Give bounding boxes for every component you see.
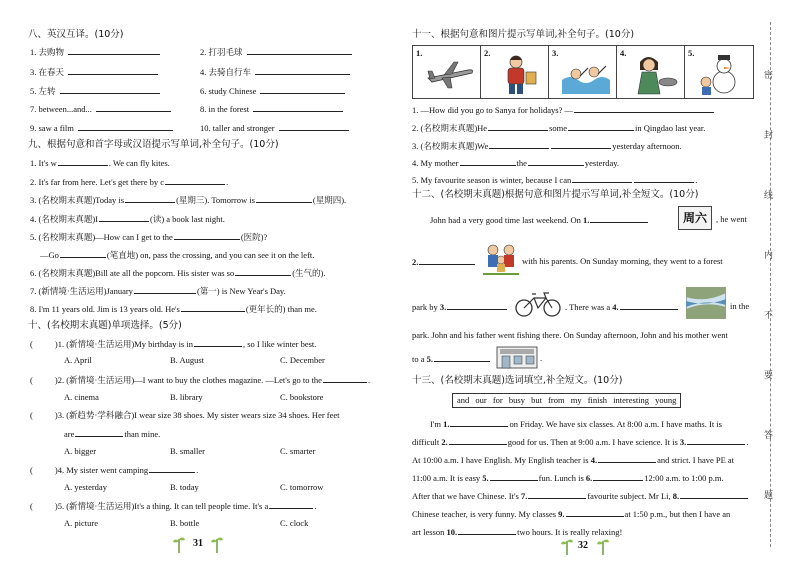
s11-q5: 5. My favourite season is winter, because I can . <box>412 175 698 185</box>
s12-line-5b: . <box>540 353 543 363</box>
s9-q3: 3. (名校期末真题)Today is (星期三). Tomorrow is (星期四). <box>30 195 347 205</box>
s10-q3-option[interactable]: C. smarter <box>280 446 316 456</box>
s13-row-1: I'm 1. on Friday. We have six classes. At 8:00 a.m. I have maths. It is <box>430 419 722 429</box>
word-bank: and our for busy but from my finish interesting young <box>452 393 681 408</box>
s10-q1-option[interactable]: B. August <box>170 355 205 365</box>
s10-q2-option[interactable]: A. cinema <box>64 392 99 402</box>
family-picnic-picture <box>483 240 519 276</box>
binding-caption: 内 <box>764 251 774 261</box>
s8-item: 3. 在春天 <box>30 66 159 78</box>
s10-q2-option[interactable]: C. bookstore <box>280 392 324 402</box>
s10-q5-option[interactable]: B. bottle <box>170 518 200 528</box>
s9-q6: 6. (名校期末真题)Bill ate all the popcorn. His sister was so (生气的). <box>30 268 326 278</box>
plant-decoration-icon <box>560 535 574 555</box>
s12-line-3b: . There was a 4. <box>565 301 679 313</box>
s13-row-6: Chinese teacher, is very funny. My classes 9. at 1:50 p.m., but then I have an <box>412 509 731 519</box>
plant-decoration-icon <box>596 535 610 555</box>
s8-item: 2. 打羽毛球 <box>200 46 353 58</box>
s8-item: 4. 去骑自行车 <box>200 66 351 78</box>
pic-number: 2. <box>484 48 491 58</box>
section-12-heading: 十二、(名校期末真题)根据句意和图片提示写单词,补全短文。(10分) <box>412 189 699 200</box>
bookstore-picture <box>496 343 538 369</box>
s13-row-3: At 10:00 a.m. I have English. My English teacher is 4. and strict. I have PE at <box>412 455 735 465</box>
s9-q2: 2. It's far from here. Let's get there by c . <box>30 177 229 187</box>
s13-row-5: After that we have Chinese. It's 7. favourite subject. Mr Li, 8. <box>412 490 749 502</box>
swimming-picture <box>560 54 612 94</box>
person-shopping-picture <box>494 52 544 96</box>
s12-line-4: park. John and his father went fishing there. On Sunday afternoon, John and his mother went <box>412 330 728 340</box>
plant-decoration-icon <box>172 533 186 553</box>
s10-q3-option[interactable]: B. smaller <box>170 446 205 456</box>
s10-q4: ( )4. My sister went camping . <box>30 465 199 475</box>
page-number-right: 32 <box>578 540 588 551</box>
s12-line-1: John had a very good time last weekend. On 1. <box>430 214 649 226</box>
s10-q4-option[interactable]: A. yesterday <box>64 482 107 492</box>
s12-line-5a: to a 5. <box>412 353 491 365</box>
mother-cooking-picture <box>628 52 680 96</box>
pic-number: 3. <box>552 48 559 58</box>
s10-q1: ( )1. (新情境·生活运用)My birthday is in , so I like winter best. <box>30 339 317 349</box>
s10-q2: ( )2. (新情境·生活运用)—I want to buy the clothes magazine. —Let's go to the . <box>30 375 371 385</box>
s8-item: 9. saw a film <box>30 122 174 134</box>
s10-q4-option[interactable]: B. today <box>170 482 199 492</box>
pic-number: 4. <box>620 48 627 58</box>
airplane-picture <box>424 56 476 92</box>
s12-line-2-num: 2. <box>412 256 476 268</box>
s12-line-1-end: , he went <box>716 214 747 224</box>
section-11-heading: 十一、根据句意和图片提示写单词,补全句子。(10分) <box>412 29 635 40</box>
binding-caption: 封 <box>764 131 774 141</box>
s12-line-2: with his parents. On Sunday morning, they went to a forest <box>522 256 723 266</box>
binding-caption: 不 <box>764 311 774 321</box>
s13-row-4: 11:00 a.m. It is easy 5. fun. Lunch is 6. 12:00 a.m. to 1:00 p.m. <box>412 473 724 483</box>
s8-item: 6. study Chinese <box>200 85 346 97</box>
snowman-picture <box>696 52 748 96</box>
page-number-left: 31 <box>193 538 203 549</box>
s10-q2-option[interactable]: B. library <box>170 392 203 402</box>
s11-q4: 4. My mother the yesterday. <box>412 158 620 168</box>
s8-item: 10. taller and stronger <box>200 122 350 134</box>
binding-caption: 题 <box>764 491 774 501</box>
s8-item: 7. between...and... <box>30 103 172 115</box>
s13-row-2: difficult 2. good for us. Then at 9:00 a.m. I have science. It is 3. . <box>412 437 749 447</box>
s12-line-3c: in the <box>730 301 750 311</box>
s9-q1: 1. It's w . We can fly kites. <box>30 158 170 168</box>
binding-caption: 线 <box>764 191 774 201</box>
section-13-heading: 十三、(名校期末真题)选词填空,补全短文。(10分) <box>412 375 623 386</box>
section-10-heading: 十、(名校期末真题)单项选择。(5分) <box>28 320 182 331</box>
pic-number: 5. <box>688 48 695 58</box>
pic-number: 1. <box>416 48 423 58</box>
section-9-heading: 九、根据句意和首字母或汉语提示写单词,补全句子。(10分) <box>28 139 279 150</box>
s10-q3-option[interactable]: A. bigger <box>64 446 97 456</box>
s9-q4: 4. (名校期末真题)I (读) a book last night. <box>30 214 225 224</box>
s10-q3: ( )3. (新趋势·学科融合)I wear size 38 shoes. My sister wears size 34 shoes. Her feet <box>30 410 340 420</box>
s8-item: 1. 去购物 <box>30 46 161 58</box>
s10-q3-cont: are than mine. <box>64 429 161 439</box>
river-picture <box>686 287 726 319</box>
plant-decoration-icon <box>210 533 224 553</box>
s10-q1-option[interactable]: A. April <box>64 355 92 365</box>
s12-line-3a: park by 3. <box>412 301 508 313</box>
s11-q2: 2. (名校期末真题)He some in Qingdao last year. <box>412 123 706 133</box>
s8-item: 5. 左转 <box>30 85 161 97</box>
s10-q4-option[interactable]: C. tomorrow <box>280 482 324 492</box>
s10-q5-option[interactable]: C. clock <box>280 518 309 528</box>
binding-line <box>770 22 771 547</box>
bicycle-picture <box>514 290 562 318</box>
s9-q5: 5. (名校期末真题)—How can I get to the (医院)? <box>30 232 268 242</box>
s13-row-7: art lesson 10. two hours. It is really relaxing! <box>412 527 623 537</box>
s9-q5-answer: —Go (笔直地) on, pass the crossing, and you can see it on the left. <box>40 250 315 260</box>
s10-q1-option[interactable]: C. December <box>280 355 325 365</box>
s10-q5: ( )5. (新情境·生活运用)It's a thing. It can tell people time. It's a . <box>30 501 317 511</box>
binding-caption: 要 <box>764 371 774 381</box>
s9-q7: 7. (新情境·生活运用)January (第一) is New Year's Day. <box>30 286 286 296</box>
binding-caption: 答 <box>764 431 774 441</box>
s8-item: 8. in the forest <box>200 103 344 115</box>
s11-q1: 1. —How did you go to Sanya for holidays? — <box>412 104 715 116</box>
section-8-heading: 八、英汉互译。(10分) <box>28 29 124 40</box>
s11-q3: 3. (名校期末真题)We yesterday afternoon. <box>412 141 682 151</box>
s10-q5-option[interactable]: A. picture <box>64 518 98 528</box>
saturday-calendar-picture: 周六 <box>678 206 712 230</box>
s9-q8: 8. I'm 11 years old. Jim is 13 years old. He's (更年长的) than me. <box>30 304 317 314</box>
binding-caption: 密 <box>764 71 774 81</box>
